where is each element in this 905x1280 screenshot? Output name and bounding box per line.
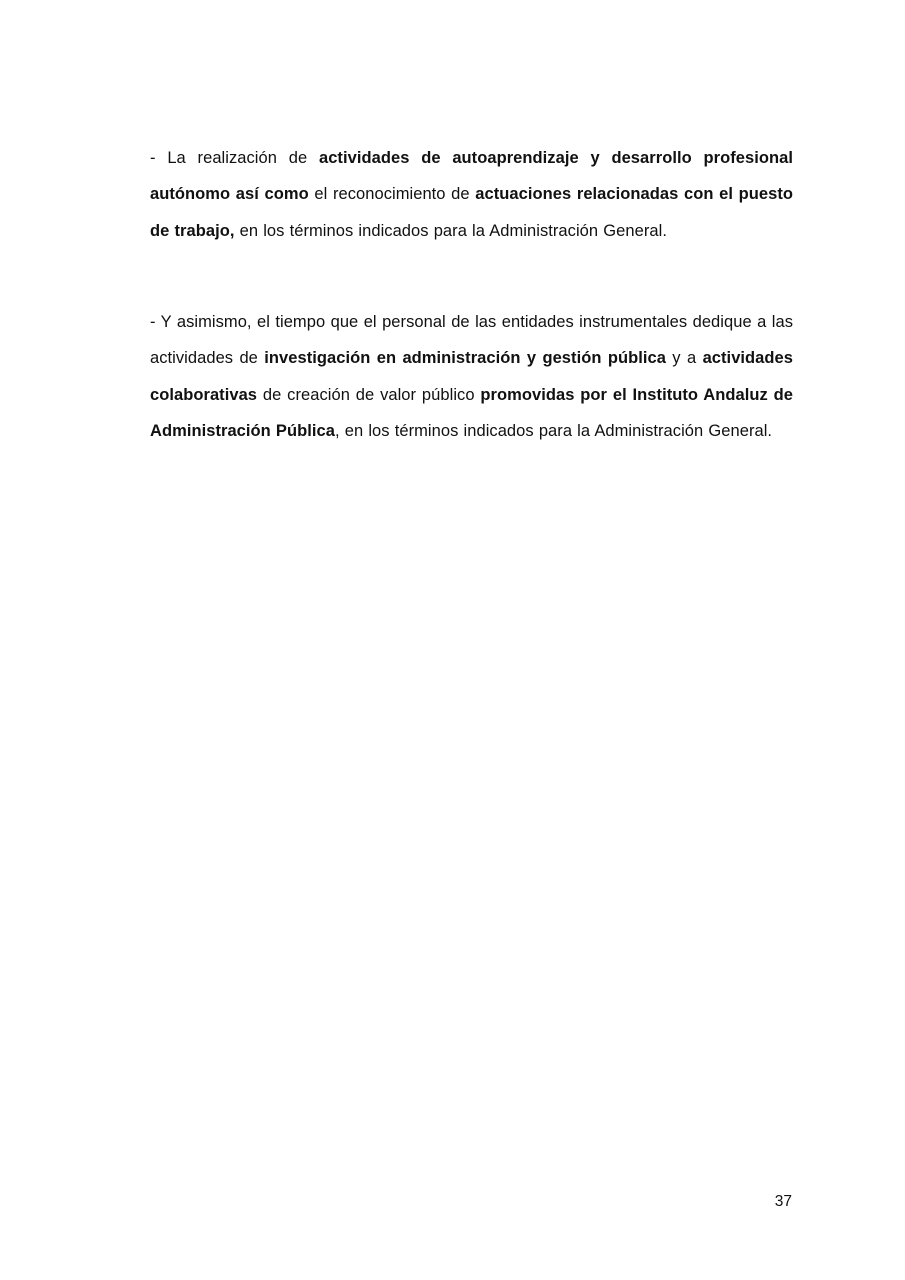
text-segment: de creación de valor público [257,385,481,404]
text-segment: , en los términos indicados para la Administración General. [334,422,773,440]
text-segment: y a [665,349,703,367]
paragraph-investigacion [150,304,793,450]
bold-text-segment: actuaciones relacionadas con el puesto de trabajo, [150,185,793,240]
text-segment: - La realización de [150,148,319,167]
text-segment: en los términos indicados para la Administración General. [234,221,667,240]
text-segment: - Y asimismo, el tiempo que el personal de las entidades instrumentales dedique a las actividades de [150,312,793,367]
text-segment: el reconocimiento de [308,185,476,203]
bold-text-segment: actividades de autoaprendizaje y desarrollo profesional autónomo así como [150,148,793,203]
paragraph-autoaprendizaje [150,140,793,250]
bold-text-segment: investigación en administración y gestión pública [264,349,666,367]
page-number: 37 [774,1193,792,1210]
bold-text-segment: promovidas por el Instituto Andaluz de Administración Pública [150,385,793,440]
bold-text-segment: actividades colaborativas [150,349,793,404]
